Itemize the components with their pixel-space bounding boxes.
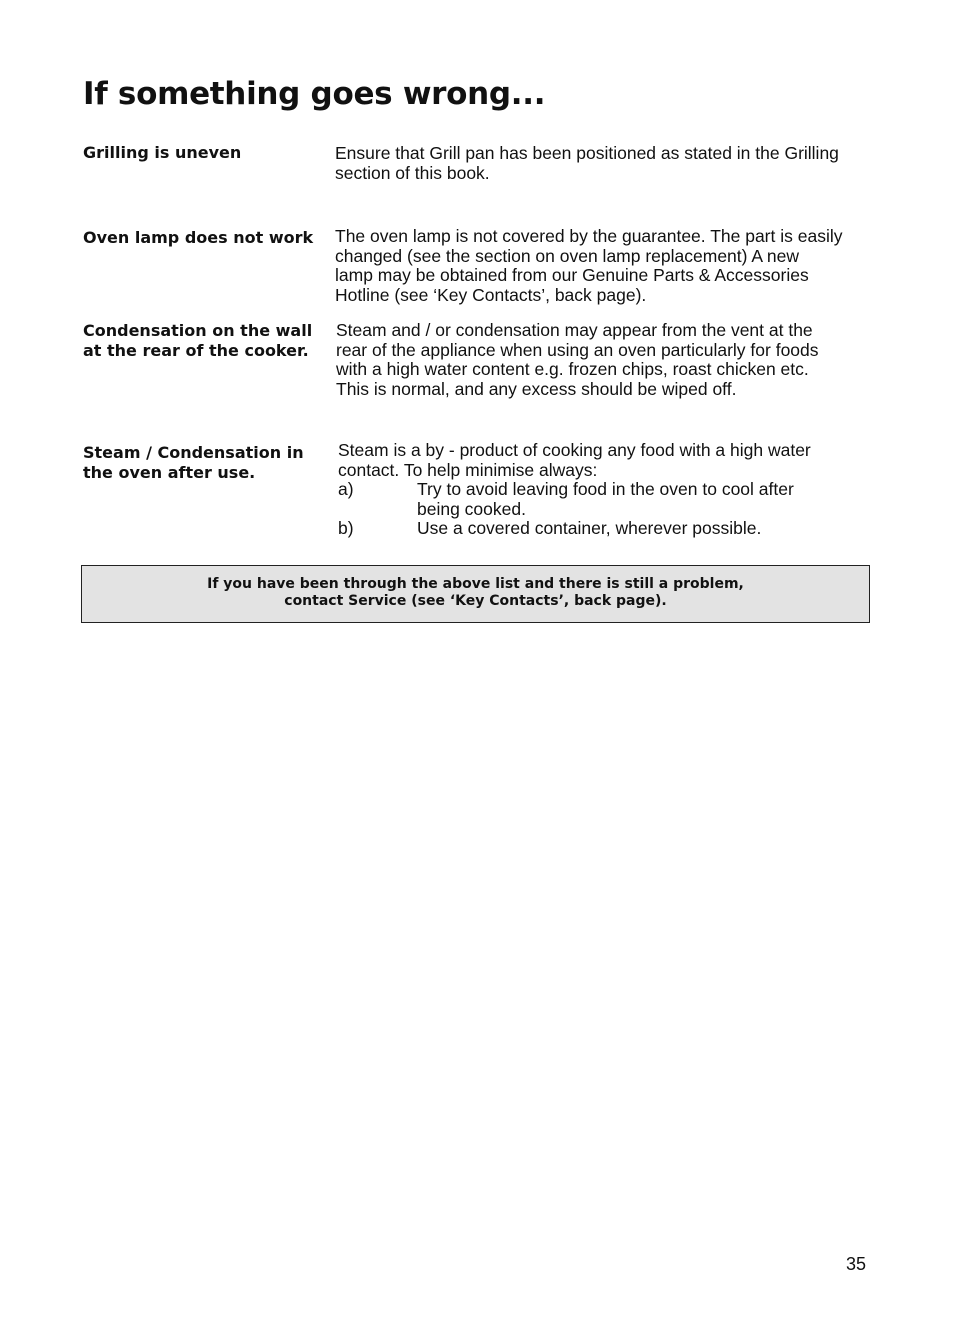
solution-condensation-wall [336,321,876,399]
solution-line: rear of the appliance when using an oven particularly for foods [336,339,819,360]
list-marker: a) [338,479,354,499]
problem-text: at the rear of the cooker. [83,340,309,360]
problem-label-condensation-wall [83,321,323,360]
list-item-text: being cooked. [417,498,526,519]
solution-line: section of this book. [335,162,490,183]
solution-line: Steam is a by - product of cooking any food with a high water [338,440,811,460]
problem-label-steam-condensation [83,443,323,482]
service-notice-box [81,565,870,623]
solution-grilling [335,144,875,183]
problem-text: the oven after use. [83,462,256,482]
problem-text: Steam / Condensation in [83,443,304,462]
problem-text: Oven lamp does not work [83,228,314,247]
notice-line: contact Service (see ‘Key Contacts’, back page). [284,593,667,609]
solution-line: This is normal, and any excess should be wiped off. [336,378,737,399]
solution-line: The oven lamp is not covered by the guarantee. The part is easily [335,226,843,246]
problem-text: Condensation on the wall [83,321,313,340]
problem-text: Grilling is uneven [83,143,242,162]
notice-line: If you have been through the above list and there is still a problem, [207,576,744,592]
solution-line: Ensure that Grill pan has been positioned as stated in the Grilling [335,143,839,163]
solution-line: Steam and / or condensation may appear from the vent at the [336,320,813,340]
list-item-text: Try to avoid leaving food in the oven to cool after [417,479,794,499]
page-title: If something goes wrong... [83,76,546,112]
problem-label-grilling [83,143,323,163]
solution-oven-lamp [335,227,875,305]
list-item [338,519,878,539]
problem-label-oven-lamp [83,228,323,248]
list-item [338,480,878,519]
list-marker: b) [338,518,354,538]
solution-line: Hotline (see ‘Key Contacts’, back page). [335,284,647,305]
solution-line: lamp may be obtained from our Genuine Parts & Accessories [335,265,809,285]
solution-line: changed (see the section on oven lamp replacement) A new [335,245,800,266]
solution-line: contact. To help minimise always: [338,459,598,480]
solution-steam-condensation [338,441,878,539]
solution-line: with a high water content e.g. frozen chips, roast chicken etc. [336,359,809,379]
page-number: 35 [846,1254,867,1274]
list-item-text: Use a covered container, wherever possible. [417,518,762,538]
